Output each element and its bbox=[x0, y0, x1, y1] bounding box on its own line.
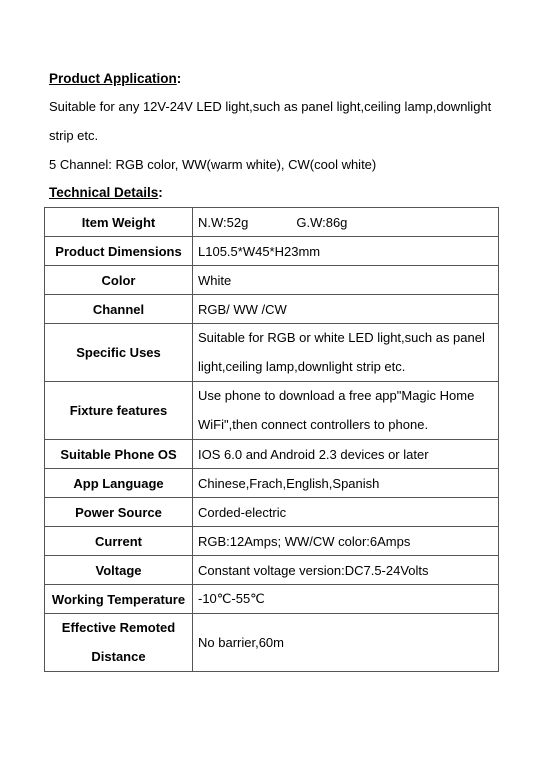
spec-value-line: light,ceiling lamp,downlight strip etc. bbox=[198, 358, 406, 374]
spec-value-line: Suitable for RGB or white LED light,such as panel bbox=[198, 330, 485, 345]
table-row bbox=[45, 324, 499, 382]
spec-key: Fixture features bbox=[45, 382, 193, 440]
product-application-heading: Product Application: bbox=[49, 71, 182, 86]
spec-key: Suitable Phone OS bbox=[45, 440, 193, 469]
technical-details-table bbox=[44, 207, 499, 672]
spec-key: Specific Uses bbox=[45, 324, 193, 382]
spec-key: Product Dimensions bbox=[45, 237, 193, 266]
spec-key: App Language bbox=[45, 469, 193, 498]
spec-key: Working Temperature bbox=[45, 585, 193, 614]
table-row bbox=[45, 498, 499, 527]
table-row bbox=[45, 469, 499, 498]
table-row bbox=[45, 527, 499, 556]
spec-key-line: Effective Remoted bbox=[61, 620, 176, 635]
spec-value: RGB:12Amps; WW/CW color:6Amps bbox=[193, 527, 499, 556]
table-row bbox=[45, 295, 499, 324]
spec-value bbox=[193, 208, 499, 237]
table-row bbox=[45, 266, 499, 295]
net-weight: N.W:52g bbox=[198, 214, 249, 230]
table-row bbox=[45, 208, 499, 237]
table-row bbox=[45, 556, 499, 585]
spec-key: Power Source bbox=[45, 498, 193, 527]
spec-key: Voltage bbox=[45, 556, 193, 585]
spec-value-line: Use phone to download a free app"Magic Home bbox=[198, 388, 475, 403]
technical-details-heading: Technical Details: bbox=[49, 185, 163, 200]
spec-value bbox=[193, 382, 499, 440]
spec-key: Color bbox=[45, 266, 193, 295]
spec-value: No barrier,60m bbox=[193, 614, 499, 672]
spec-value: -10℃-55℃ bbox=[193, 585, 499, 614]
spec-value: Corded-electric bbox=[193, 498, 499, 527]
spec-value-line: WiFi",then connect controllers to phone. bbox=[198, 416, 429, 432]
table-row bbox=[45, 440, 499, 469]
table-row bbox=[45, 382, 499, 440]
spec-key: Item Weight bbox=[45, 208, 193, 237]
spec-value: IOS 6.0 and Android 2.3 devices or later bbox=[193, 440, 499, 469]
spec-key bbox=[45, 614, 193, 672]
spec-key: Channel bbox=[45, 295, 193, 324]
table-row bbox=[45, 237, 499, 266]
spec-key: Current bbox=[45, 527, 193, 556]
spec-value bbox=[193, 324, 499, 382]
gross-weight: G.W:86g bbox=[296, 214, 348, 230]
spec-value: Constant voltage version:DC7.5-24Volts bbox=[193, 556, 499, 585]
table-row bbox=[45, 585, 499, 614]
spec-key-line: Distance bbox=[91, 648, 146, 664]
spec-value: Chinese,Frach,English,Spanish bbox=[193, 469, 499, 498]
spec-value: L105.5*W45*H23mm bbox=[193, 237, 499, 266]
application-line-3: 5 Channel: RGB color, WW(warm white), CW(cool white) bbox=[49, 157, 377, 172]
application-line-2: strip etc. bbox=[49, 128, 99, 143]
spec-value: RGB/ WW /CW bbox=[193, 295, 499, 324]
table-row bbox=[45, 614, 499, 672]
application-line-1: Suitable for any 12V-24V LED light,such as panel light,ceiling lamp,downlight bbox=[49, 99, 492, 114]
spec-value: White bbox=[193, 266, 499, 295]
